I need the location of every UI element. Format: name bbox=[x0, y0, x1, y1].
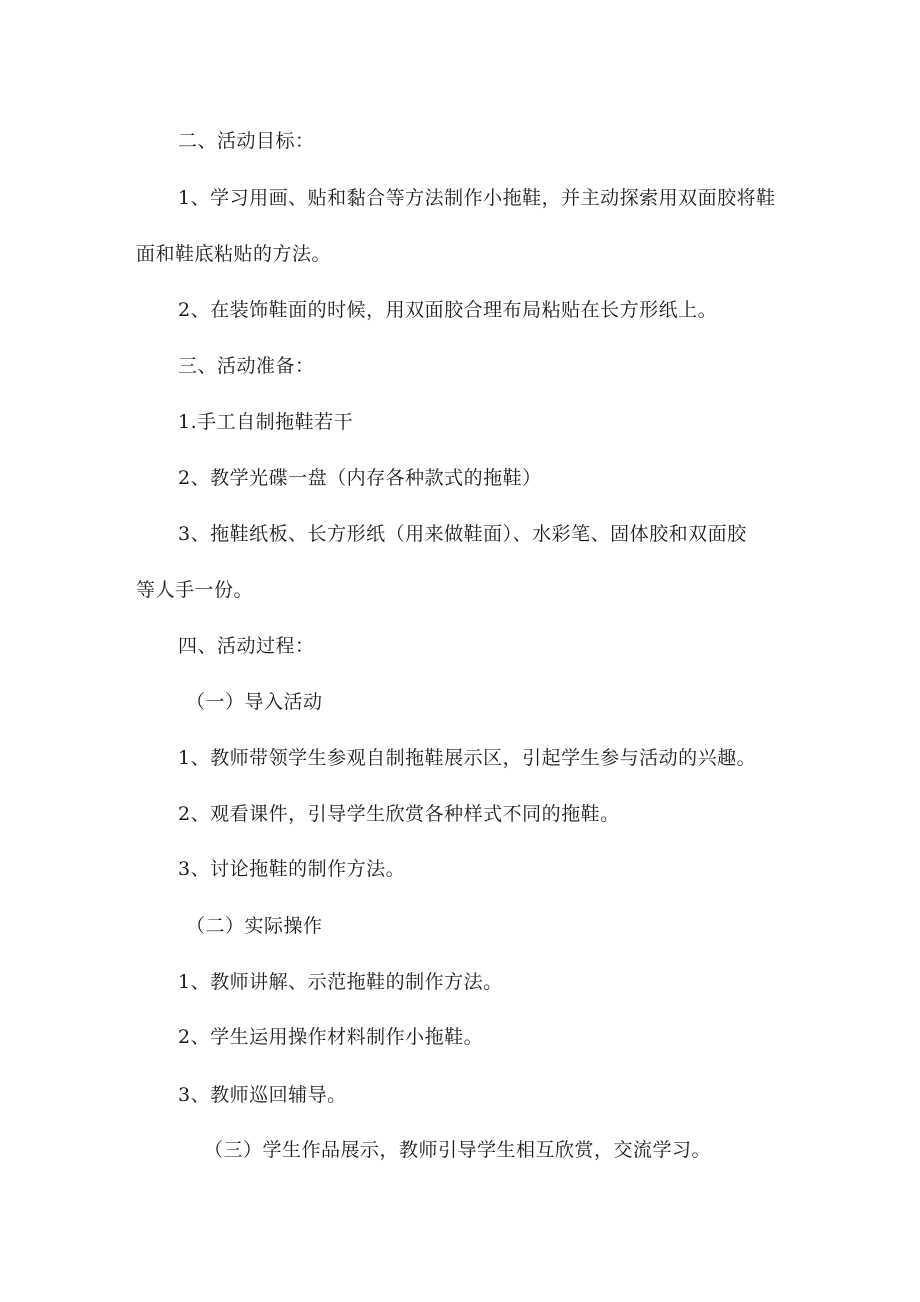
intro-item-3: 3、讨论拖鞋的制作方法。 bbox=[178, 858, 406, 880]
intro-item-1: 1、教师带领学生参观自制拖鞋展示区，引起学生参与活动的兴趣。 bbox=[178, 747, 757, 769]
goal-item-1-line-1: 1、学习用画、贴和黏合等方法制作小拖鞋，并主动探索用双面胶将鞋 bbox=[178, 187, 776, 209]
prep-item-3-line-2: 等人手一份。 bbox=[136, 579, 254, 601]
subsection-heading-practice: （二）实际操作 bbox=[186, 915, 323, 937]
section-heading-process: 四、活动过程： bbox=[178, 635, 315, 657]
section-heading-preparation: 三、活动准备： bbox=[178, 355, 315, 377]
practice-item-1: 1、教师讲解、示范拖鞋的制作方法。 bbox=[178, 971, 503, 993]
prep-item-3-line-1: 3、拖鞋纸板、长方形纸（用来做鞋面）、水彩笔、固体胶和双面胶 bbox=[178, 523, 747, 545]
practice-item-2: 2、学生运用操作材料制作小拖鞋。 bbox=[178, 1026, 484, 1048]
prep-item-2: 2、教学光碟一盘（内存各种款式的拖鞋） bbox=[178, 467, 542, 489]
goal-item-2: 2、在装饰鞋面的时候，用双面胶合理布局粘贴在长方形纸上。 bbox=[178, 299, 718, 321]
goal-item-1-line-2: 面和鞋底粘贴的方法。 bbox=[136, 243, 332, 265]
subsection-heading-showcase: （三）学生作品展示，教师引导学生相互欣赏，交流学习。 bbox=[204, 1139, 712, 1161]
intro-item-2: 2、观看课件，引导学生欣赏各种样式不同的拖鞋。 bbox=[178, 803, 620, 825]
practice-item-3: 3、教师巡回辅导。 bbox=[178, 1084, 347, 1106]
prep-item-1: 1.手工自制拖鞋若干 bbox=[178, 411, 354, 433]
section-heading-goals: 二、活动目标： bbox=[178, 130, 315, 152]
subsection-heading-intro: （一）导入活动 bbox=[186, 691, 323, 713]
